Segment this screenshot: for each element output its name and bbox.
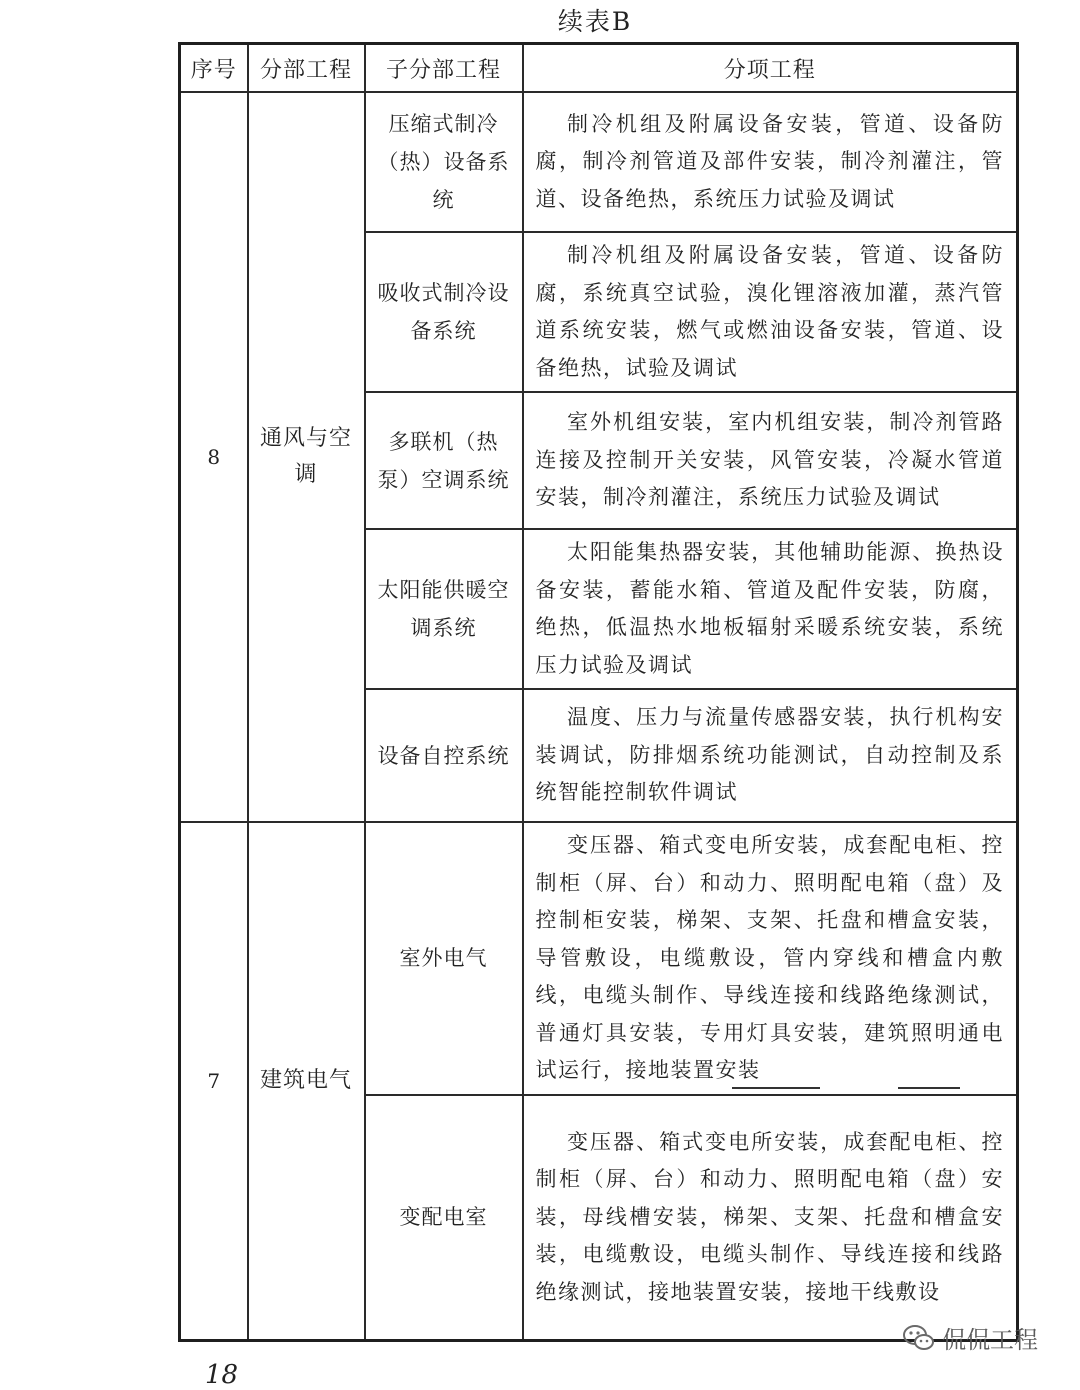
header-items: 分项工程	[523, 44, 1018, 93]
items-cell: 制冷机组及附属设备安装，管道、设备防腐，系统真空试验，溴化锂溶液加灌，蒸汽管道系统安装，燃气或燃油设备安装，管道、设备绝热，试验及调试	[523, 232, 1018, 392]
items-cell: 制冷机组及附属设备安装，管道、设备防腐，制冷剂管道及部件安装，制冷剂灌注，管道、设备绝热，系统压力试验及调试	[523, 92, 1018, 232]
subpart-cell: 设备自控系统	[365, 689, 523, 822]
wechat-icon	[902, 1323, 936, 1353]
items-cell: 变压器、箱式变电所安装，成套配电柜、控制柜（屏、台）和动力、照明配电箱（盘）及控制柜安装，梯架、支架、托盘和槽盒安装，导管敷设，电缆敷设，管内穿线和槽盒内敷线，电缆头制作、导线连接和线路绝缘测试，普通灯具安装，专用灯具安装，建筑照明通电试运行，接地装置安装	[523, 822, 1018, 1095]
subpart-cell: 多联机（热泵）空调系统	[365, 392, 523, 529]
subpart-cell: 吸收式制冷设备系统	[365, 232, 523, 392]
group-part: 通风与空调	[248, 92, 365, 822]
watermark-text: 侃侃工程	[942, 1326, 1038, 1354]
subpart-cell: 变配电室	[365, 1095, 523, 1341]
header-seq: 序号	[180, 44, 248, 93]
subpart-cell: 压缩式制冷（热）设备系统	[365, 92, 523, 232]
header-subpart: 子分部工程	[365, 44, 523, 93]
items-cell: 太阳能集热器安装，其他辅助能源、换热设备安装，蓄能水箱、管道及配件安装，防腐，绝热，低温热水地板辐射采暖系统安装，系统压力试验及调试	[523, 529, 1018, 689]
scan-artifact-line	[732, 1087, 820, 1089]
group-seq: 8	[180, 92, 248, 822]
table-row	[180, 822, 1018, 1095]
header-part: 分部工程	[248, 44, 365, 93]
items-cell: 温度、压力与流量传感器安装，执行机构安装调试，防排烟系统功能测试，自动控制及系统智能控制软件调试	[523, 689, 1018, 822]
page-number: 18	[205, 1360, 239, 1390]
project-division-table	[178, 42, 1019, 1342]
table-row	[180, 92, 1018, 232]
watermark	[902, 1320, 1038, 1355]
table-header-row	[180, 44, 1018, 93]
table-caption: 续表B	[557, 7, 633, 36]
group-part: 建筑电气	[248, 822, 365, 1341]
scan-artifact-line	[898, 1087, 960, 1089]
subpart-cell: 室外电气	[365, 822, 523, 1095]
group-seq: 7	[180, 822, 248, 1341]
items-cell: 室外机组安装，室内机组安装，制冷剂管路连接及控制开关安装，风管安装，冷凝水管道安装，制冷剂灌注，系统压力试验及调试	[523, 392, 1018, 529]
subpart-cell: 太阳能供暖空调系统	[365, 529, 523, 689]
items-cell: 变压器、箱式变电所安装，成套配电柜、控制柜（屏、台）和动力、照明配电箱（盘）安装，母线槽安装，梯架、支架、托盘和槽盒安装，电缆敷设，电缆头制作、导线连接和线路绝缘测试，接地装置安装，接地干线敷设	[523, 1095, 1018, 1341]
